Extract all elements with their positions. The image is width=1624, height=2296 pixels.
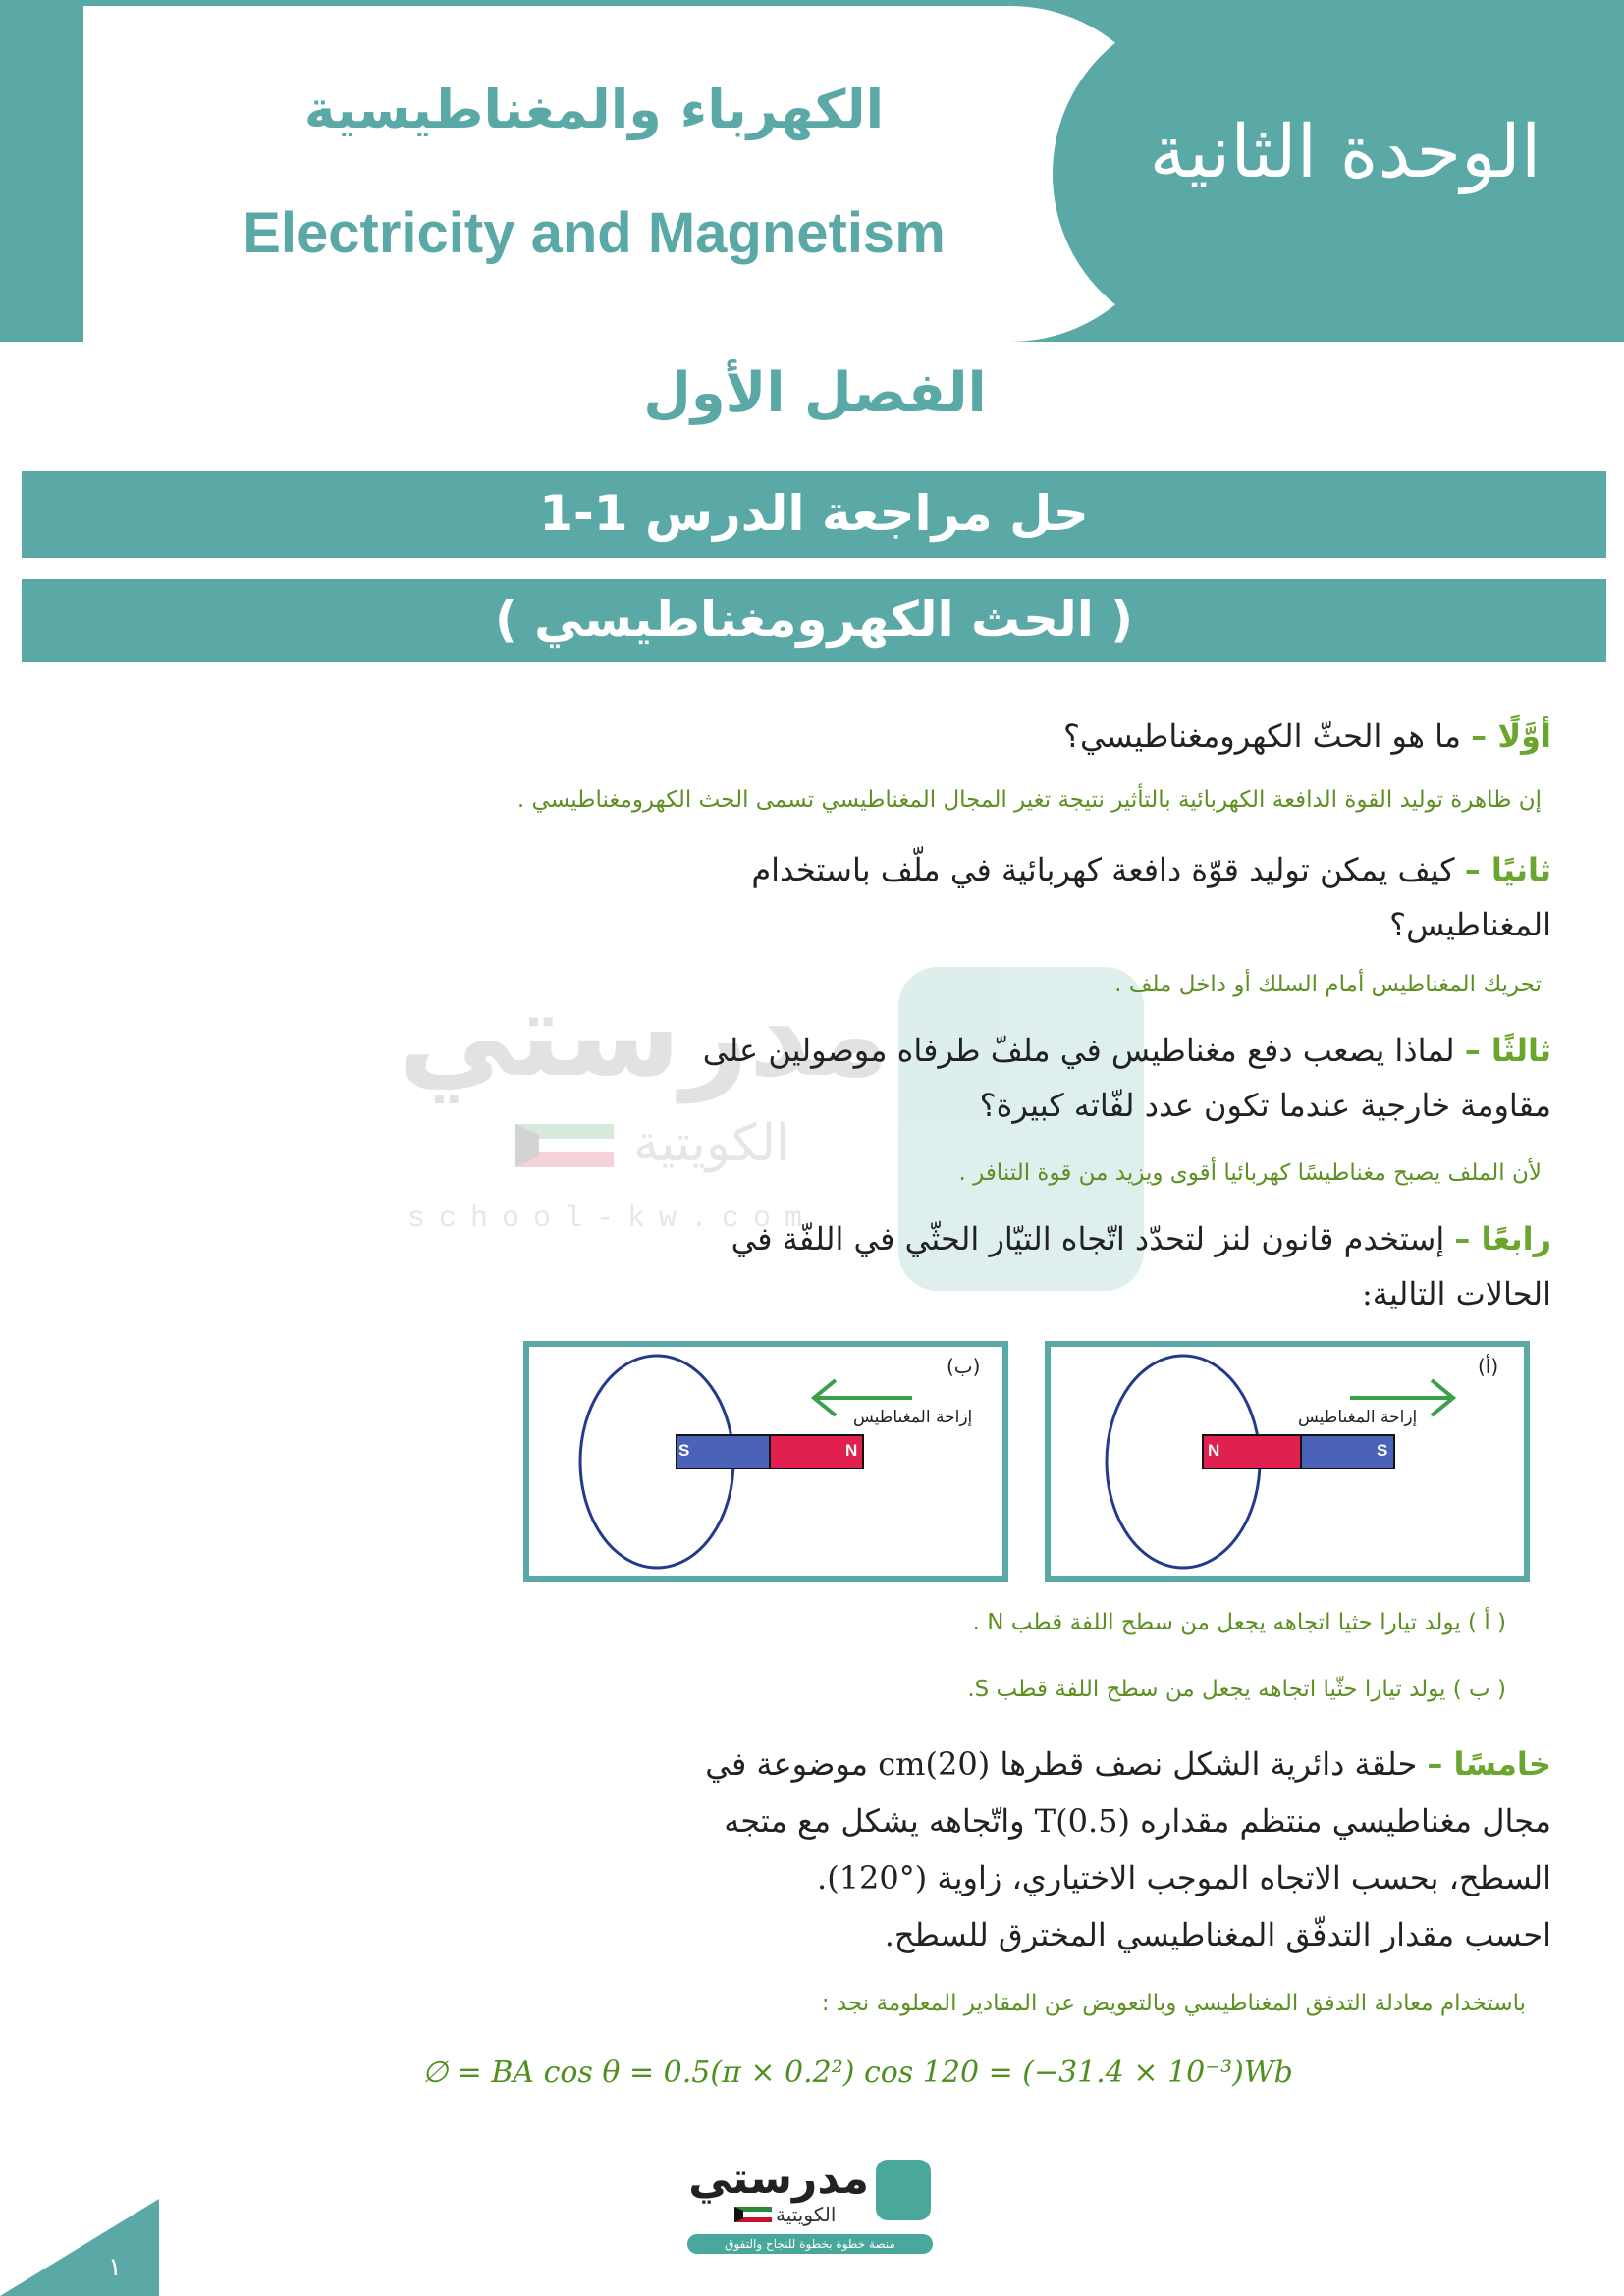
question-5 bbox=[705, 1735, 1551, 1963]
question-4-label: رابعًا – bbox=[1454, 1220, 1551, 1257]
footer-logo bbox=[687, 2154, 943, 2258]
figure-a-pole-right: S bbox=[1377, 1441, 1388, 1460]
figure-b-caption: إزاحة المغناطيس bbox=[853, 1408, 973, 1427]
page-number: ١ bbox=[108, 2253, 122, 2282]
answer-5: باستخدام معادلة التدفق المغناطيسي وبالتعويض عن المقادير المعلومة نجد : bbox=[821, 1991, 1526, 2016]
question-5-line-3: السطح، بحسب الاتجاه الموجب الاختياري، زاوية (°120). bbox=[817, 1859, 1551, 1896]
lesson-title-bar: حل مراجعة الدرس 1-1 bbox=[22, 471, 1606, 558]
figure-b-pole-left: S bbox=[678, 1441, 690, 1460]
footer-slogan: منصة خطوة بخطوة للنجاح والتفوق bbox=[687, 2234, 933, 2254]
figure-a-caption: إزاحة المغناطيس bbox=[1298, 1408, 1418, 1427]
answer-2: تحريك المغناطيس أمام السلك أو داخل ملف . bbox=[1114, 972, 1542, 997]
footer-logo-icon bbox=[876, 2160, 931, 2220]
question-4-line-2: الحالات التالية: bbox=[1362, 1275, 1551, 1312]
question-5-line-1: حلقة دائرية الشكل نصف قطرها (20)cm موضوعة في bbox=[705, 1745, 1418, 1783]
subject-title-bar: ( الحث الكهرومغناطيسي ) bbox=[22, 579, 1606, 662]
watermark-flag-icon bbox=[515, 1124, 614, 1167]
figure-b-tag: (ب) bbox=[947, 1355, 981, 1378]
question-4 bbox=[731, 1211, 1551, 1321]
watermark-name: مدرستي bbox=[398, 967, 891, 1103]
footer-logo-name: مدرستي bbox=[688, 2154, 869, 2204]
unit-title: الوحدة الثانية bbox=[1149, 110, 1542, 194]
question-5-line-4: احسب مقدار التدفّق المغناطيسي المخترق للسطح. bbox=[884, 1916, 1551, 1953]
answer-1: إن ظاهرة توليد القوة الدافعة الكهربائية بالتأثير نتيجة تغير المجال المغناطيسي تسمى الحث الكهرومغناطيسي . bbox=[516, 787, 1542, 813]
question-1-label: أوَّلًا – bbox=[1471, 718, 1551, 755]
answer-3: لأن الملف يصبح مغناطيسًا كهربائيا أقوى ويزيد من قوة التنافر . bbox=[958, 1160, 1542, 1186]
flux-formula: ∅ = BA cos θ = 0.5(π × 0.2²) cos 120 = (−31.4 × 10⁻³)Wb bbox=[422, 2056, 1293, 2090]
question-2-label: ثانيًا – bbox=[1464, 851, 1551, 888]
figure-b bbox=[523, 1341, 1008, 1582]
page-corner bbox=[0, 2199, 159, 2296]
chapter-title: الفصل الأول bbox=[643, 361, 987, 425]
question-1 bbox=[1063, 709, 1551, 764]
question-3-line-2: مقاومة خارجية عندما تكون عدد لفّاته كبيرة؟ bbox=[979, 1087, 1551, 1124]
figure-b-diagram bbox=[529, 1347, 1002, 1576]
topic-title-english: Electricity and Magnetism bbox=[243, 201, 946, 265]
figure-a-tag: (أ) bbox=[1478, 1355, 1499, 1378]
figure-b-pole-right: N bbox=[845, 1441, 858, 1460]
figure-a bbox=[1045, 1341, 1530, 1582]
question-3-label: ثالثًا – bbox=[1464, 1032, 1551, 1069]
footer-logo-sub: الكويتية bbox=[776, 2203, 837, 2226]
question-2-line-2: المغناطيس؟ bbox=[1389, 906, 1551, 943]
question-1-text: ما هو الحثّ الكهرومغناطيسي؟ bbox=[1062, 718, 1461, 755]
figure-a-pole-left: N bbox=[1208, 1441, 1220, 1460]
figure-a-diagram bbox=[1051, 1347, 1524, 1576]
question-2 bbox=[751, 842, 1551, 952]
watermark-sub: الكويتية bbox=[633, 1114, 790, 1173]
footer-flag-icon bbox=[734, 2207, 772, 2222]
header-topic-panel bbox=[83, 6, 1178, 342]
answer-4a: ( أ ) يولد تيارا حثيا اتجاهه يجعل من سطح اللفة قطب N . bbox=[972, 1610, 1506, 1635]
question-5-line-2: مجال مغناطيسي منتظم مقداره (0.5)T واتّجاهه يشكل مع متجه bbox=[724, 1802, 1551, 1840]
question-3-line-1: لماذا يصعب دفع مغناطيس في ملفّ طرفاه موصولين على bbox=[702, 1032, 1455, 1069]
question-2-line-1: كيف يمكن توليد قوّة دافعة كهربائية في ملّف باستخدام bbox=[751, 851, 1455, 888]
question-4-line-1: إستخدم قانون لنز لتحدّد اتّجاه التيّار الحثّي في اللفّة في bbox=[731, 1220, 1445, 1257]
question-5-label: خامسًا – bbox=[1427, 1745, 1551, 1783]
watermark-url: school-kw.com bbox=[407, 1202, 817, 1236]
question-3 bbox=[703, 1023, 1551, 1133]
topic-title-arabic: الكهرباء والمغناطيسية bbox=[303, 79, 885, 140]
answer-4b: ( ب ) يولد تيارا حثّيا اتجاهه يجعل من سطح اللفة قطب S. bbox=[967, 1677, 1506, 1702]
